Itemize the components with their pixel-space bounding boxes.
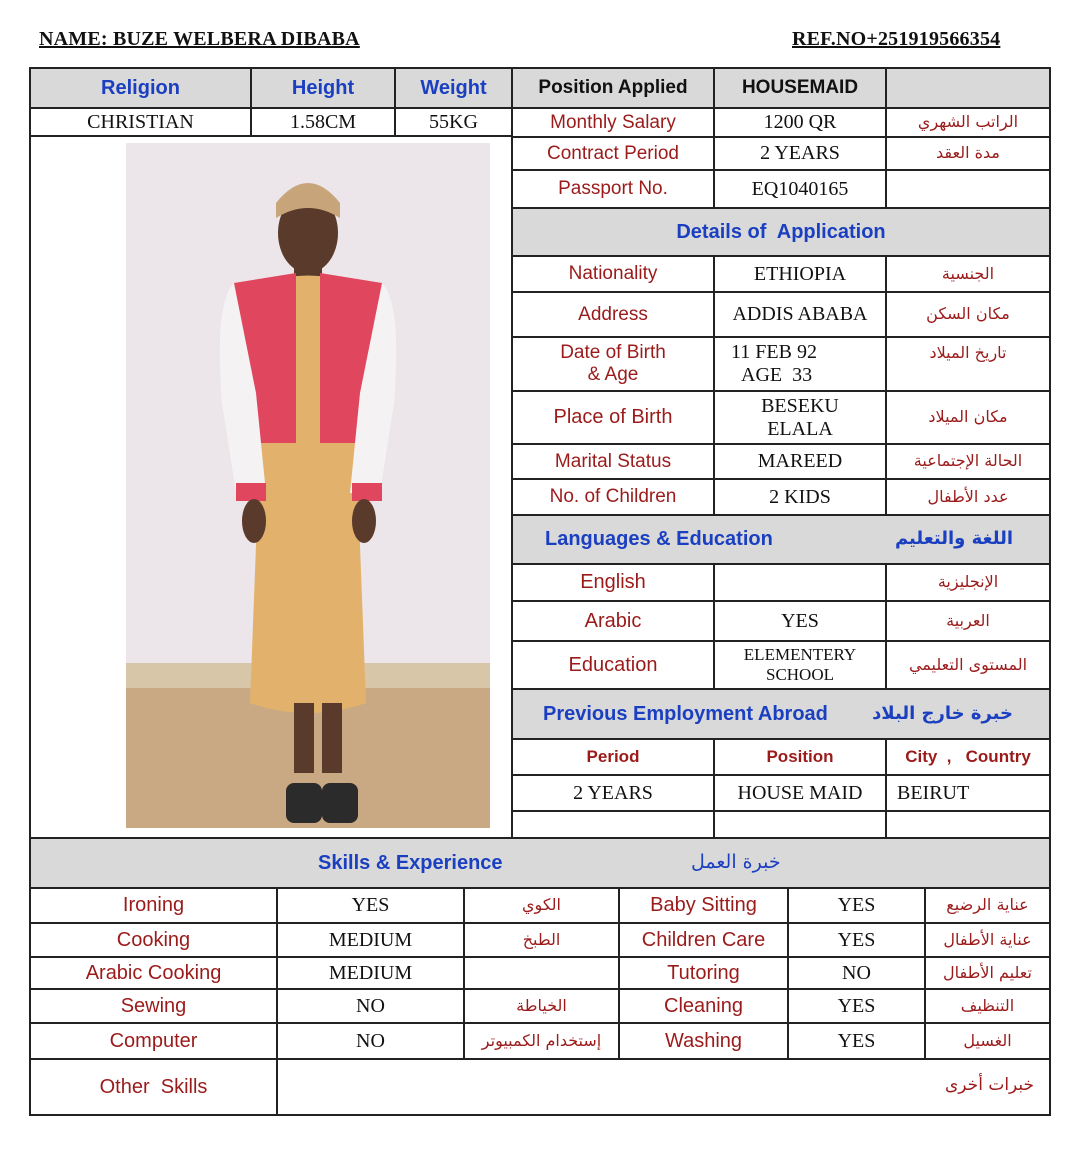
employment-position-value: HOUSE MAID — [713, 774, 887, 812]
details-section-title: Details of Application — [511, 207, 1051, 257]
employment-position-header: Position — [713, 738, 887, 776]
skill-washing-label: Washing — [618, 1022, 789, 1060]
languages-section-header — [511, 514, 1051, 565]
marital-status-label: Marital Status — [511, 443, 715, 480]
skill-washing-value: YES — [787, 1022, 926, 1060]
employment-section-header — [511, 688, 1051, 740]
skill-sewing-arabic: الخياطة — [463, 988, 620, 1024]
passport-value: EQ1040165 — [713, 169, 887, 209]
passport-label: Passport No. — [511, 169, 715, 209]
marital-status-value: MAREED — [713, 443, 887, 480]
skill-tutoring-label: Tutoring — [618, 956, 789, 990]
dob-value-date: 11 FEB 92 — [731, 341, 817, 363]
skill-ironing-value: YES — [276, 887, 465, 924]
employment-blank-3 — [885, 810, 1051, 839]
dob-arabic: تاريخ الميلاد — [885, 336, 1051, 392]
monthly-salary-arabic: الراتب الشهري — [885, 107, 1051, 138]
employment-section-title-arabic: خبرة خارج البلاد — [872, 702, 1013, 724]
religion-value: CHRISTIAN — [29, 107, 252, 137]
nationality-arabic: الجنسية — [885, 255, 1051, 293]
education-value — [713, 640, 887, 690]
skill-sewing-value: NO — [276, 988, 465, 1024]
position-applied-label: Position Applied — [511, 67, 715, 109]
skill-cleaning-value: YES — [787, 988, 926, 1024]
children-arabic: عدد الأطفال — [885, 478, 1051, 516]
skill-children-care-label: Children Care — [618, 922, 789, 958]
other-skills-label: Other Skills — [29, 1058, 278, 1116]
marital-status-arabic: الحالة الإجتماعية — [885, 443, 1051, 480]
education-value-line1: ELEMENTERY — [743, 645, 857, 665]
employment-period-header: Period — [511, 738, 715, 776]
birthplace-arabic: مكان الميلاد — [885, 390, 1051, 445]
english-label: English — [511, 563, 715, 602]
skill-cooking-label: Cooking — [29, 922, 278, 958]
skill-computer-label: Computer — [29, 1022, 278, 1060]
employment-city-value: BEIRUT — [885, 774, 1051, 812]
skills-section-title: Skills & Experience — [318, 851, 503, 874]
languages-section-title: Languages & Education — [545, 528, 773, 550]
applicant-photo — [126, 143, 490, 828]
arabic-value: YES — [713, 600, 887, 642]
languages-section-title-arabic: اللغة والتعليم — [894, 528, 1013, 550]
weight-header: Weight — [394, 67, 513, 109]
monthly-salary-label: Monthly Salary — [511, 107, 715, 138]
arabic-arabic: العربية — [885, 600, 1051, 642]
english-arabic: الإنجليزية — [885, 563, 1051, 602]
skills-section-title-arabic: خبرة العمل — [691, 851, 781, 874]
height-value: 1.58CM — [250, 107, 396, 137]
children-label: No. of Children — [511, 478, 715, 516]
employment-city-header: City , Country — [885, 738, 1051, 776]
skill-children-care-value: YES — [787, 922, 926, 958]
employment-blank-1 — [511, 810, 715, 839]
skill-arabic-cooking-arabic — [463, 956, 620, 990]
address-arabic: مكان السكن — [885, 291, 1051, 338]
contract-period-value: 2 YEARS — [713, 136, 887, 171]
applicant-name: NAME: BUZE WELBERA DIBABA — [39, 28, 360, 50]
birthplace-value-line2: ELALA — [767, 417, 833, 440]
birthplace-value-line1: BESEKU — [761, 394, 839, 417]
employment-blank-2 — [713, 810, 887, 839]
dob-label-line2: & Age — [587, 364, 639, 385]
skill-cleaning-label: Cleaning — [618, 988, 789, 1024]
skill-tutoring-value: NO — [787, 956, 926, 990]
skill-arabic-cooking-label: Arabic Cooking — [29, 956, 278, 990]
birthplace-label: Place of Birth — [511, 390, 715, 445]
skills-section-header — [29, 837, 1051, 889]
weight-value: 55KG — [394, 107, 513, 137]
education-label: Education — [511, 640, 715, 690]
skill-cooking-arabic: الطبخ — [463, 922, 620, 958]
birthplace-value — [713, 390, 887, 445]
passport-blank — [885, 169, 1051, 209]
nationality-label: Nationality — [511, 255, 715, 293]
position-applied-value: HOUSEMAID — [713, 67, 887, 109]
skill-ironing-label: Ironing — [29, 887, 278, 924]
skill-tutoring-arabic: تعليم الأطفال — [924, 956, 1051, 990]
skill-ironing-arabic: الكوي — [463, 887, 620, 924]
dob-value-age: AGE 33 — [741, 364, 813, 386]
other-skills-value — [276, 1058, 1051, 1116]
reference-number: REF.NO+251919566354 — [792, 28, 1001, 50]
english-value — [713, 563, 887, 602]
skill-washing-arabic: الغسيل — [924, 1022, 1051, 1060]
skill-baby-sitting-value: YES — [787, 887, 926, 924]
skill-sewing-label: Sewing — [29, 988, 278, 1024]
children-value: 2 KIDS — [713, 478, 887, 516]
dob-label-line1: Date of Birth — [560, 342, 666, 364]
address-label: Address — [511, 291, 715, 338]
address-value: ADDIS ABABA — [713, 291, 887, 338]
skill-computer-arabic: إستخدام الكمبيوتر — [463, 1022, 620, 1060]
position-applied-blank — [885, 67, 1051, 109]
nationality-value: ETHIOPIA — [713, 255, 887, 293]
monthly-salary-value: 1200 QR — [713, 107, 887, 138]
skill-computer-value: NO — [276, 1022, 465, 1060]
other-skills-arabic: خبرات أخرى — [945, 1075, 1035, 1095]
religion-header: Religion — [29, 67, 252, 109]
contract-period-label: Contract Period — [511, 136, 715, 171]
employment-period-value: 2 YEARS — [511, 774, 715, 812]
contract-period-arabic: مدة العقد — [885, 136, 1051, 171]
dob-value — [713, 336, 887, 392]
education-value-line2: SCHOOL — [765, 665, 834, 684]
skill-cooking-value: MEDIUM — [276, 922, 465, 958]
height-header: Height — [250, 67, 396, 109]
dob-label — [511, 336, 715, 392]
skill-cleaning-arabic: التنظيف — [924, 988, 1051, 1024]
education-arabic: المستوى التعليمي — [885, 640, 1051, 690]
skill-baby-sitting-label: Baby Sitting — [618, 887, 789, 924]
arabic-label: Arabic — [511, 600, 715, 642]
skill-arabic-cooking-value: MEDIUM — [276, 956, 465, 990]
employment-section-title: Previous Employment Abroad — [543, 702, 828, 725]
skill-children-care-arabic: عناية الأطفال — [924, 922, 1051, 958]
skill-baby-sitting-arabic: عناية الرضيع — [924, 887, 1051, 924]
